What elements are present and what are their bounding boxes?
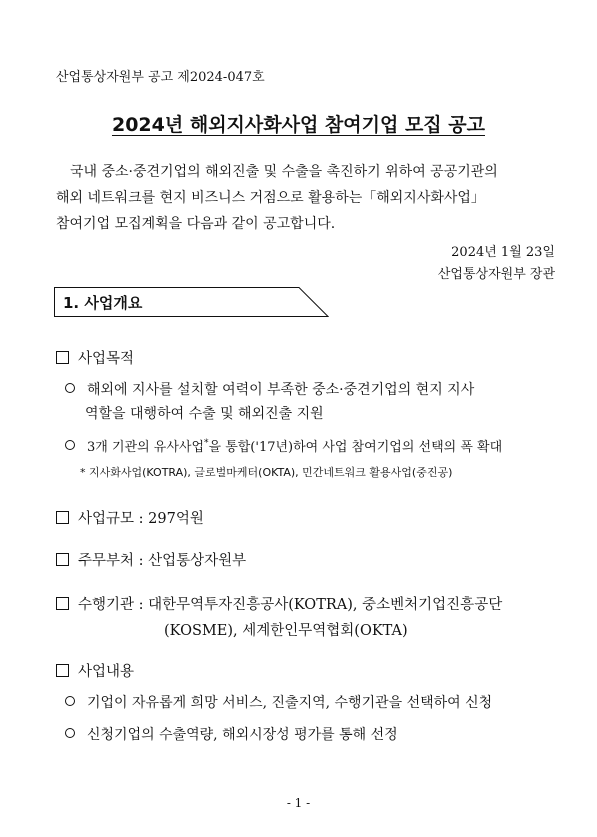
purpose-bullet-2 [65,436,502,455]
purpose-footnote: * 지사화사업(KOTRA), 글로벌마케터(OKTA), 민간네트워크 활용사업(중진공) [80,466,453,479]
content-bullet-2 [65,724,398,744]
notice-number: 산업통상자원부 공고 제2024-047호 [56,70,265,85]
square-bullet-icon [56,553,69,566]
colon: : [134,511,149,527]
document-title-text: 2024년 해외지사화사업 참여기업 모집 공고 [111,114,485,136]
agencies-label: 수행기관 [78,597,135,613]
purpose-label: 사업목적 [78,351,135,367]
square-bullet-icon [56,351,69,364]
scale-label: 사업규모 [78,511,135,527]
agencies-item [56,593,502,614]
content-bullet-1-text: 기업이 자유롭게 희망 서비스, 진출지역, 수행기관을 선택하여 신청 [87,695,493,711]
circle-bullet-icon [65,383,75,393]
intro-line-3: 참여기업 모집계획을 다음과 같이 공고합니다. [56,216,336,232]
document-title [0,110,597,137]
purpose-item [56,347,134,368]
announcement-date: 2024년 1월 23일 [451,245,555,260]
content-bullet-2-text: 신청기업의 수출역량, 해외시장성 평가를 통해 선정 [87,727,398,743]
purpose-bullet-2-pre: 3개 기관의 유사사업 [87,440,204,455]
scale-value: 297억원 [148,511,204,527]
intro-line-1: 국내 중소·중견기업의 해외진출 및 수출을 촉진하기 위하여 공공기관의 [70,164,498,180]
colon: : [134,597,149,613]
section-heading-box [54,287,329,317]
purpose-bullet-1-cont: 역할을 대행하여 수출 및 해외진출 지원 [85,406,324,422]
section-heading: 1. 사업개요 [63,294,143,312]
page-number: - 1 - [286,796,311,810]
intro-line-2: 해외 네트워크를 현지 비즈니스 거점으로 활용하는「해외지사화사업」 [56,190,485,206]
circle-bullet-icon [65,696,75,706]
purpose-bullet-1 [65,379,474,399]
circle-bullet-icon [65,440,75,450]
colon: : [134,553,149,569]
content-label: 사업내용 [78,664,135,680]
scale-item [56,507,204,528]
intro-paragraph [56,159,556,237]
ministry-value: 산업통상자원부 [148,553,247,569]
content-bullet-1 [65,692,492,712]
agencies-line-1: 대한무역투자진흥공사(KOTRA), 중소벤처기업진흥공단 [148,597,503,613]
signatory: 산업통상자원부 장관 [437,267,555,282]
square-bullet-icon [56,597,69,610]
content-item [56,660,134,681]
agencies-line-2: (KOSME), 세계한인무역협회(OKTA) [164,623,408,639]
ministry-item [56,549,246,570]
circle-bullet-icon [65,728,75,738]
ministry-label: 주무부처 [78,553,135,569]
purpose-bullet-2-post: 을 통합('17년)하여 사업 참여기업의 선택의 폭 확대 [208,440,503,455]
footnote-mark: * [204,438,209,449]
square-bullet-icon [56,664,69,677]
purpose-bullet-1-line-1: 해외에 지사를 설치할 여력이 부족한 중소·중견기업의 현지 지사 [87,382,475,398]
square-bullet-icon [56,511,69,524]
